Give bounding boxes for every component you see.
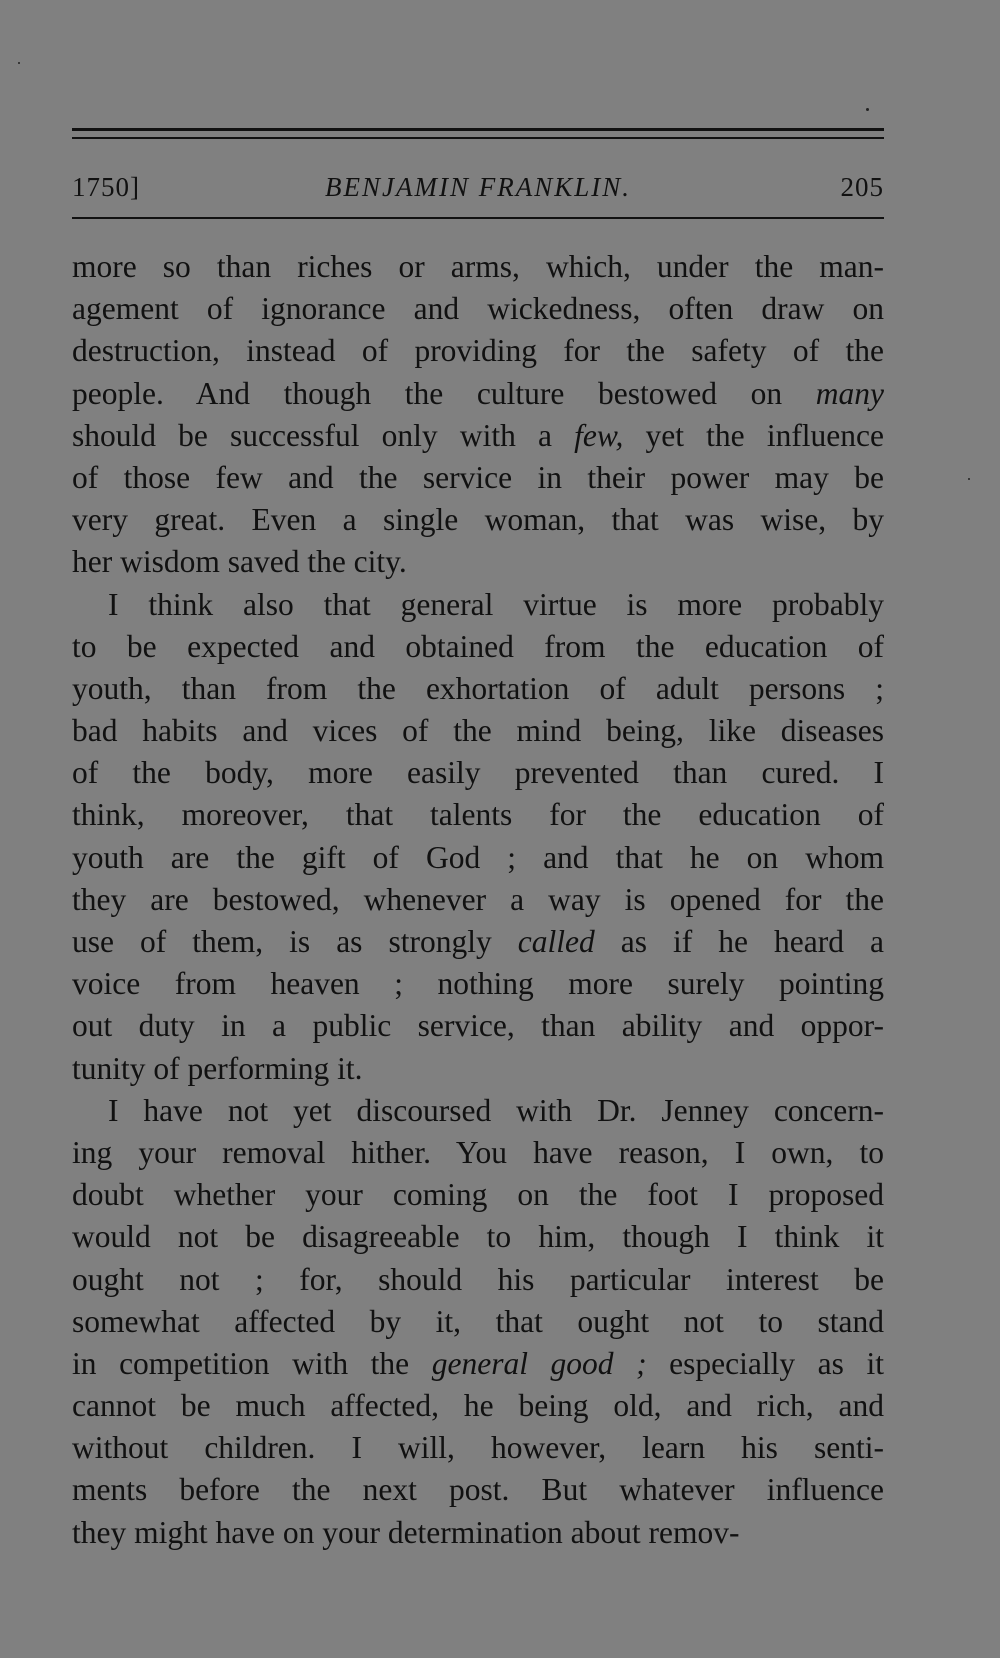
- text-line: [72, 1343, 884, 1385]
- text-segment: in competition with the: [72, 1345, 432, 1381]
- text-line: doubt whether your coming on the foot I proposed: [72, 1177, 884, 1213]
- text-segment: as if he heard a: [594, 924, 884, 959]
- body-text: [72, 246, 884, 1554]
- text-line: ing your removal hither. You have reason, I own, to: [72, 1134, 884, 1170]
- text-line: of those few and the service in their power may be: [72, 459, 884, 495]
- text-segment: use of them, is as strongly: [72, 924, 518, 959]
- text-line: I have not yet discoursed with Dr. Jenney concern-: [108, 1092, 884, 1128]
- text-segment: yet the influence: [623, 417, 885, 453]
- text-line: youth are the gift of God ; and that he on whom: [72, 839, 884, 875]
- text-line: youth, than from the exhortation of adult persons ;: [72, 670, 884, 706]
- text-segment: should be successful only with a: [72, 417, 575, 453]
- text-line: they are bestowed, whenever a way is opened for the: [72, 881, 884, 917]
- text-line: ments before the next post. But whatever influence: [72, 1472, 884, 1508]
- text-line: [72, 373, 884, 415]
- scan-speck: [18, 62, 20, 64]
- running-head-year: 1750]: [72, 172, 140, 202]
- running-head-title: BENJAMIN FRANKLIN.: [325, 172, 631, 202]
- text-line: destruction, instead of providing for the safety of the: [72, 333, 884, 369]
- italic-emphasis: many: [815, 375, 884, 411]
- book-page: [72, 0, 884, 1658]
- header-rule: [72, 217, 884, 219]
- text-line: I think also that general virtue is more probably: [108, 586, 884, 622]
- italic-emphasis: called: [517, 924, 595, 959]
- text-line: without children. I will, however, learn his senti-: [72, 1430, 884, 1466]
- text-line: of the body, more easily prevented than cured. I: [72, 755, 884, 791]
- text-line: out duty in a public service, than ability and oppor-: [72, 1008, 884, 1044]
- page-number: 205: [840, 172, 884, 202]
- text-segment: especially as it: [646, 1345, 884, 1381]
- text-line: very great. Even a single woman, that was wise, by: [72, 502, 884, 538]
- text-line: somewhat affected by it, that ought not to stand: [72, 1303, 884, 1339]
- text-line: cannot be much affected, he being old, and rich, and: [72, 1388, 884, 1424]
- italic-emphasis: general good ;: [431, 1345, 647, 1381]
- header-double-rule: [72, 128, 884, 139]
- text-line: agement of ignorance and wickedness, often draw on: [72, 291, 884, 327]
- text-line: [72, 415, 884, 457]
- text-segment: people. And though the culture bestowed on: [72, 375, 816, 411]
- text-line: bad habits and vices of the mind being, like diseases: [72, 713, 884, 749]
- running-head: [72, 167, 884, 207]
- text-line: ought not ; for, should his particular interest be: [72, 1261, 884, 1297]
- text-line: they might have on your determination about remov-: [72, 1514, 740, 1550]
- italic-emphasis: few,: [574, 417, 624, 453]
- text-line: tunity of performing it.: [72, 1050, 363, 1086]
- text-line: to be expected and obtained from the education of: [72, 628, 884, 664]
- text-line: [72, 921, 884, 963]
- scan-speck: [968, 478, 970, 480]
- text-line: think, moreover, that talents for the education of: [72, 797, 884, 833]
- text-line: would not be disagreeable to him, though I think it: [72, 1219, 884, 1255]
- text-line: voice from heaven ; nothing more surely pointing: [72, 966, 884, 1002]
- text-line: her wisdom saved the city.: [72, 544, 407, 580]
- text-line: more so than riches or arms, which, under the man-: [72, 249, 884, 284]
